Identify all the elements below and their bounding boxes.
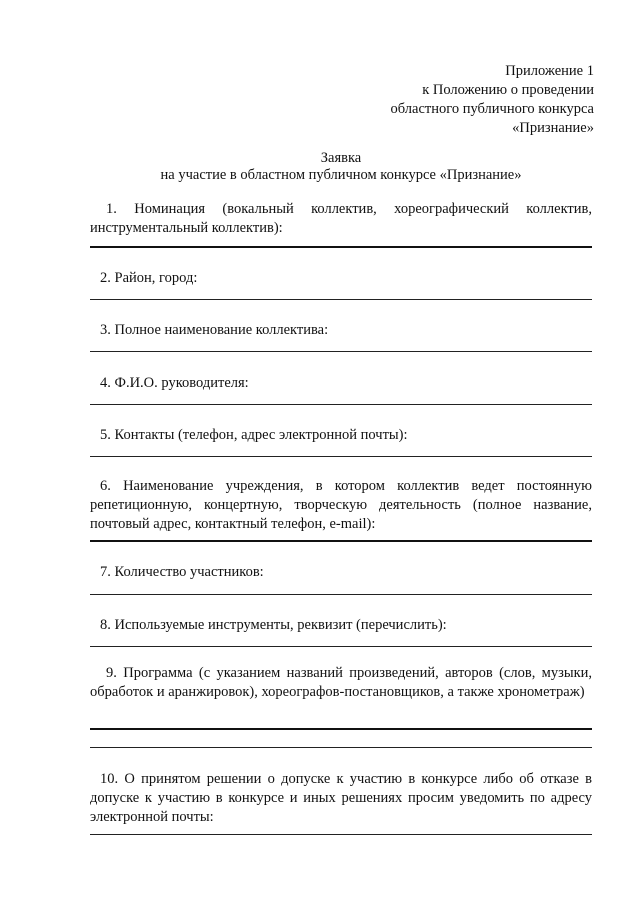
item-label: 2. Район, город: xyxy=(100,270,198,286)
item-label: 1. Номинация (вокальный коллектив, хореографический коллектив, инструментальный коллектив): xyxy=(90,201,592,236)
item-label: 6. Наименование учреждения, в котором коллектив ведет постоянную репетиционную, концертную, творческую деятельность (полное название, почтовый адрес, контактный телефон, e-mail): xyxy=(90,478,592,532)
item-label: 5. Контакты (телефон, адрес электронной почты): xyxy=(100,427,408,443)
item-label: 7. Количество участников: xyxy=(100,564,264,580)
answer-line-program-1[interactable] xyxy=(90,728,592,730)
item-label: 10. О принятом решении о допуске к участию в конкурсе либо об отказе в допуске к участию в конкурсе и иных решениях просим уведомить по адресу электронной почты: xyxy=(90,771,592,825)
appendix-line-1: Приложение 1 xyxy=(505,63,594,79)
answer-line-collective-name[interactable] xyxy=(90,351,592,352)
answer-line-district[interactable] xyxy=(90,299,592,300)
form-title: Заявка xyxy=(320,150,362,166)
form-item-contacts xyxy=(90,426,592,445)
item-label: 9. Программа (с указанием названий произведений, авторов (слов, музыки, обработок и аранжировок), хореографов-постановщиков, а также хронометраж) xyxy=(90,665,592,700)
appendix-block xyxy=(391,62,594,138)
appendix-line-3: областного публичного конкурса xyxy=(390,101,594,117)
form-item-notification xyxy=(90,770,592,827)
answer-line-notification[interactable] xyxy=(90,834,592,835)
form-item-director xyxy=(90,374,592,393)
answer-line-instruments[interactable] xyxy=(90,646,592,647)
answer-line-participants[interactable] xyxy=(90,594,592,595)
form-item-instruments xyxy=(90,616,592,635)
answer-line-nomination[interactable] xyxy=(90,246,592,248)
form-item-nomination xyxy=(90,200,592,238)
form-subtitle: на участие в областном публичном конкурсе «Признание» xyxy=(160,167,522,183)
answer-line-director[interactable] xyxy=(90,404,592,405)
form-item-program xyxy=(90,664,592,702)
form-item-collective-name xyxy=(90,321,592,340)
form-item-participants xyxy=(90,563,592,582)
answer-line-institution[interactable] xyxy=(90,540,592,542)
form-item-district xyxy=(90,269,592,288)
form-item-institution xyxy=(90,477,592,534)
answer-line-contacts[interactable] xyxy=(90,456,592,457)
appendix-line-4: «Признание» xyxy=(512,120,594,136)
item-label: 8. Используемые инструменты, реквизит (перечислить): xyxy=(100,617,447,633)
answer-line-program-2[interactable] xyxy=(90,747,592,748)
item-label: 4. Ф.И.О. руководителя: xyxy=(100,375,249,391)
appendix-line-2: к Положению о проведении xyxy=(422,82,594,98)
item-label: 3. Полное наименование коллектива: xyxy=(100,322,329,338)
